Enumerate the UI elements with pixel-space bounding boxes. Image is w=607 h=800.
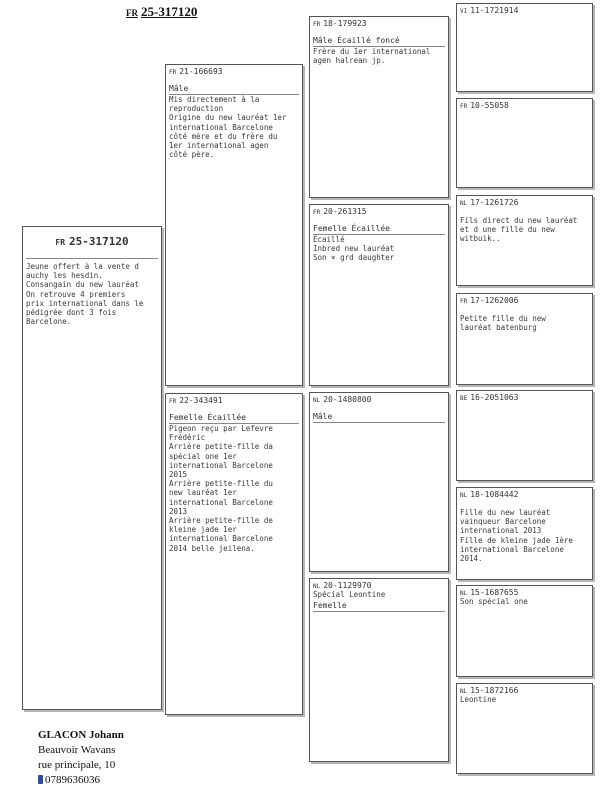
father-sex: Mâle [169,84,299,95]
mm-header [313,581,445,590]
father-ring: 21-166693 [179,67,223,76]
title-ring: 25-317120 [141,4,198,19]
fm-card[interactable] [309,204,449,386]
ffm-header [460,101,589,110]
ffm-card[interactable] [456,98,593,188]
phone-icon [38,775,43,784]
fmf-ring: 17-1261726 [470,198,519,207]
mother-sex: Femelle Écaillée [169,413,299,424]
subject-country: FR [55,238,66,247]
fm-ring: 20-261315 [323,207,367,216]
mmf-header [460,588,589,597]
mfm-country: NL [460,492,468,499]
mm-country: NL [313,583,321,590]
fff-country: VI [460,8,468,15]
ffm-country: FR [460,103,468,110]
owner-address-line2: rue principale, 10 [38,759,116,771]
mff-country: BE [460,395,468,402]
subject-card[interactable] [22,226,162,710]
ffm-ring: 10-55058 [470,101,509,110]
mff-card[interactable] [456,390,593,481]
fmm-ring: 17-1262006 [470,296,519,305]
mother-note: Pigeon reçu par Lefevre Frédéric Arrière petite-fille da spécial one 1er international Barcelone 2015 Arrière petite-fille du new lauréat 1er international Barcelone 2013 Arrière petite-fille de kleine jade 1er international Barcelone 2014 belle jeilena. [169,424,273,553]
mf-header [313,395,445,404]
mm-ring: 20-1129970 [323,581,372,590]
fm-sex: Femelle Écaillée [313,224,445,235]
mf-sex: Mâle [313,412,445,423]
mm-line1: Spécial Leontine [313,590,386,599]
title-country: FR [126,8,138,18]
pedigree-title [126,4,197,20]
mf-card[interactable] [309,392,449,572]
mmf-country: NL [460,590,468,597]
fff-card[interactable] [456,3,593,92]
mff-header [460,393,589,402]
father-note: Mis directement à la reproduction Origine du new lauréat 1er international Barcelone côté mère et du frère du 1er international agen côté père. [169,95,287,160]
mmf-card[interactable] [456,585,593,677]
fmf-note: Fils direct du new lauréat et d une fille du new witbuik.. [460,216,578,244]
father-card[interactable] [165,64,303,386]
mfm-note: Fille du new lauréat vainqueur Barcelone international 2013 Fille de kleine jade 1ère international Barcelone 2014. [460,508,573,564]
father-country: FR [169,69,177,76]
fmf-header [460,198,589,207]
ff-country: FR [313,21,321,28]
fmm-header [460,296,589,305]
owner-phone-row [38,773,124,788]
mmm-ring: 15-1872166 [470,686,519,695]
mmf-note: Son spécial one [460,597,528,606]
mf-country: NL [313,397,321,404]
mm-sex: Femelle [313,601,445,612]
fmm-note: Petite fille du new lauréat batenburg [460,314,546,333]
fmf-country: NL [460,200,468,207]
fmf-card[interactable] [456,195,593,286]
mmm-card[interactable] [456,683,593,774]
ff-note: Frère du 1er international agen halrean jp. [313,47,431,66]
ff-header [313,19,445,28]
mmm-note: Leontine [460,695,497,704]
fff-ring: 11-1721914 [470,6,519,15]
fmm-country: FR [460,298,468,305]
mother-card[interactable] [165,393,303,715]
ff-sex: Mâle Écaillé foncé [313,36,445,47]
father-header [169,67,299,76]
mm-card[interactable] [309,578,449,762]
ff-card[interactable] [309,16,449,198]
mmm-country: NL [460,688,468,695]
mf-ring: 20-1480800 [323,395,372,404]
owner-phone: 0789636036 [45,774,100,786]
fmm-card[interactable] [456,293,593,385]
mff-ring: 16-2051063 [470,393,519,402]
mfm-header [460,490,589,499]
mother-header [169,396,299,405]
subject-header [26,235,158,248]
subject-ring: 25-317120 [69,235,129,248]
mfm-card[interactable] [456,487,593,580]
mmf-ring: 15-1687655 [470,588,519,597]
owner-address-line1: Beauvoir Wavans [38,744,116,756]
ff-ring: 18-179923 [323,19,367,28]
mmm-header [460,686,589,695]
fff-header [460,6,589,15]
mfm-ring: 18-1084442 [470,490,519,499]
fm-country: FR [313,209,321,216]
mother-ring: 22-343491 [179,396,223,405]
owner-block [38,728,124,788]
mother-country: FR [169,398,177,405]
owner-name: GLACON Johann [38,729,124,741]
subject-note: Jeune offert à la vente d auchy les hesdin. Consangain du new lauréat On retrouve 4 premiers prix international dans le pédigrée dont 3 fois Barcelone. [26,258,158,326]
fm-header [313,207,445,216]
fm-note: Écaillé Inbred new lauréat Son × grd daughter [313,235,395,263]
